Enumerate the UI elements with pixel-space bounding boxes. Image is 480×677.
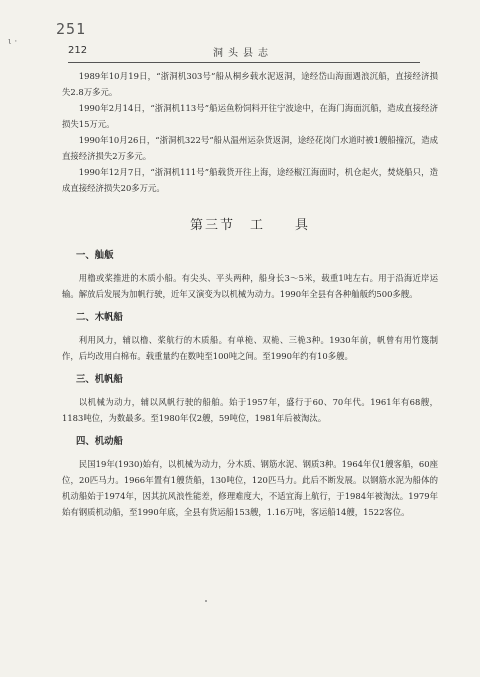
header-rule xyxy=(68,62,420,63)
paragraph: 1990年2月14日，“浙洞机113号”船运鱼粉饲料开往宁波途中，在海门海面沉船，造成直接经济损失15万元。 xyxy=(62,103,438,129)
page-body xyxy=(62,68,438,520)
paragraph: 1990年12月7日，“浙洞机111号”船载货开往上海，途经椒江海面时，机仓起火，焚烧船只，造成直接经济损失20多万元。 xyxy=(62,167,438,193)
page-number: 212 xyxy=(68,45,88,56)
subsection-text: 以机械为动力，辅以风帆行驶的船舶。始于1957年，盛行于60、70年代。1961年有68艘，1183吨位，为数最多。至1980年仅2艘，59吨位，1981年后被淘汰。 xyxy=(62,397,438,423)
subsection-text: 用橹或桨推进的木质小船。有尖头、平头两种，船身长3～5米，载重1吨左右。用于沿海近岸运输。解放后发展为加帆行驶，近年又演变为以机械为动力。1990年全县有各种舢舨约500多艘。 xyxy=(62,273,438,299)
subsection-heading: 一、舢舨 xyxy=(76,250,114,261)
paragraph: 1989年10月19日，“浙洞机303号”船从桐乡载水泥返洞，途经岱山海面遇浪沉船，直接经济损失2.8万多元。 xyxy=(62,71,438,97)
margin-mark: ι · xyxy=(8,37,18,47)
book-title: 洞头县志 xyxy=(213,48,273,59)
section-title: 第三节 工 具 xyxy=(189,218,310,233)
handwritten-page-number: 251 xyxy=(56,20,87,38)
subsection-text: 民国19年(1930)始有，以机械为动力，分木质、钢筋水泥、钢质3种。1964年仅1艘客船，60座位，20匹马力。1966年置有1艘货船，130吨位，120匹马力。此后不断发展。以钢筋水泥为船体的机动船始于1974年，因其抗风浪性能差，修理难度大，不适宜海上航行，于1984年被淘汰。1979年始有钢质机动船，至1990年底，全县有货运船153艘，1.16万吨，客运船14艘，1522客位。 xyxy=(62,459,438,517)
subsection-heading: 二、木帆船 xyxy=(76,312,123,323)
subsection-heading: 三、机帆船 xyxy=(76,374,123,385)
subsection-heading: 四、机动船 xyxy=(76,436,123,447)
paragraph: 1990年10月26日，“浙洞机322号”船从温州运杂货返洞，途经花岗门水道时被1艘船撞沉，造成直接经济损失2万多元。 xyxy=(62,135,438,161)
page-header xyxy=(68,42,418,62)
paper-speck xyxy=(205,600,207,602)
subsection-text: 利用风力，辅以橹、桨航行的木质船。有单桅、双桅、三桅3种。1930年前，帆曾有用竹篾制作，后均改用白棉布。载重量约在数吨至100吨之间。至1990年约有10多艘。 xyxy=(62,335,438,361)
